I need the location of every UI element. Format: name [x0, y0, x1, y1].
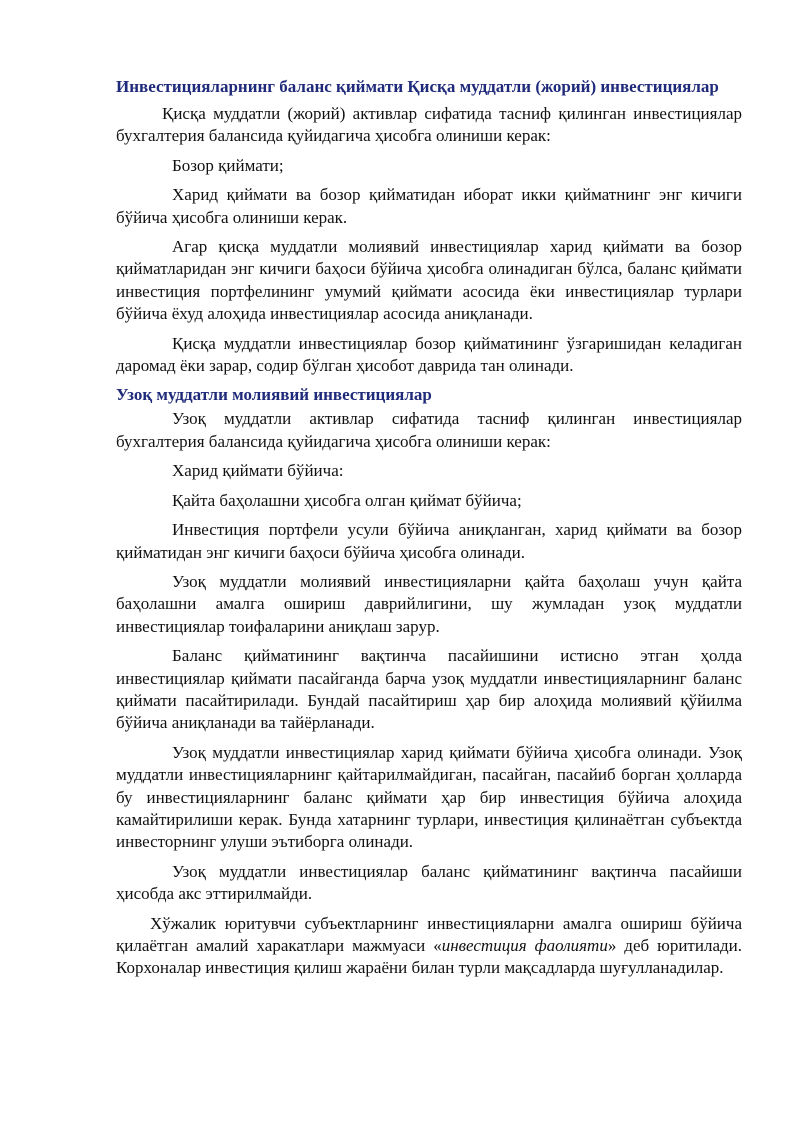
paragraph: Баланс қийматининг вақтинча пасайишини истисно этган ҳолда инвестициялар қиймати пасайганда барча узоқ муддатли инвестицияларнинг баланс қиймати пасайтирилади. Бундай пасайтириш ҳар бир алоҳида молиявий қўйилма бўйича аниқланади ва тайёрланади.: [116, 646, 742, 733]
final-paragraph-text: Хўжалик юритувчи субъектларнинг инвестицияларни амалга ошириш бўйича қилаётган амалий харакатлари мажмуаси «: [116, 913, 742, 955]
paragraph: Харид қиймати ва бозор қийматидан иборат икки қийматнинг энг кичиги бўйича ҳисобга олиниши керак.: [116, 185, 742, 227]
emphasized-term: инвестиция фаолияти: [441, 936, 608, 955]
paragraph: Узоқ муддатли молиявий инвестицияларни қайта баҳолаш учун қайта баҳолашни амалга ошириш даврийлигини, шу жумладан узоқ муддатли инвестициялар тоифаларини аниқлаш зарур.: [116, 571, 742, 636]
final-paragraph: [116, 913, 742, 980]
paragraph: Бозор қиймати;: [172, 155, 284, 175]
paragraph: Инвестиция портфели усули бўйича аниқланган, харид қиймати ва бозор қийматидан энг кичиги баҳоси бўйича ҳисобга олинади.: [116, 520, 742, 562]
final-paragraph-text-end: » деб юритилади. Корхоналар инвестиция қилиш жараёни билан турли мақсадларда шуғулланадилар.: [116, 936, 742, 978]
paragraph: Узоқ муддатли активлар сифатида тасниф қилинган инвестициялар бухгалтерия балансида қуйидагича ҳисобга олиниши керак:: [116, 409, 742, 451]
paragraph: Харид қиймати бўйича:: [172, 461, 344, 481]
section-heading-short-term: Инвестицияларнинг баланс қиймати Қисқа муддатли (жорий) инвестициялар: [116, 77, 719, 96]
section-heading-long-term: Узоқ муддатли молиявий инвестициялар: [116, 385, 432, 405]
paragraph: Узоқ муддатли инвестициялар баланс қийматининг вақтинча пасайиши ҳисобда акс эттирилмайди.: [116, 861, 742, 904]
paragraph: Агар қисқа муддатли молиявий инвестициялар харид қиймати ва бозор қийматларидан энг кичиги баҳоси бўйича ҳисобга олинадиган бўлса, баланс қиймати инвестиция портфелининг умумий қиймати асосида ёки инвестициялар турлари бўйича ёхуд алоҳида инвестициялар асосида аниқланади.: [116, 237, 742, 324]
paragraph: Қисқа муддатли инвестициялар бозор қийматининг ўзгаришидан келадиган даромад ёки зарар, содир бўлган ҳисобот даврида тан олинади.: [116, 333, 742, 376]
paragraph: Қайта баҳолашни ҳисобга олган қиймат бўйича;: [172, 490, 522, 510]
paragraph: Қисқа муддатли (жорий) активлар сифатида тасниф қилинган инвестициялар бухгалтерия балансида қуйидагича ҳисобга олиниши керак:: [116, 104, 742, 146]
paragraph: Узоқ муддатли инвестициялар харид қиймати бўйича ҳисобга олинади. Узоқ муддатли инвестицияларнинг қайтарилмайдиган, пасайган, пасайиб борган ҳолларда бу инвестицияларнинг баланс қиймати ҳар бир инвестиция бўйича алоҳида камайтирилиши керак. Бунда хатарнинг турлари, инвестиция қилинаётган субъектда инвесторнинг улуши эътиборга олинади.: [116, 742, 742, 852]
document-page: [116, 76, 742, 987]
